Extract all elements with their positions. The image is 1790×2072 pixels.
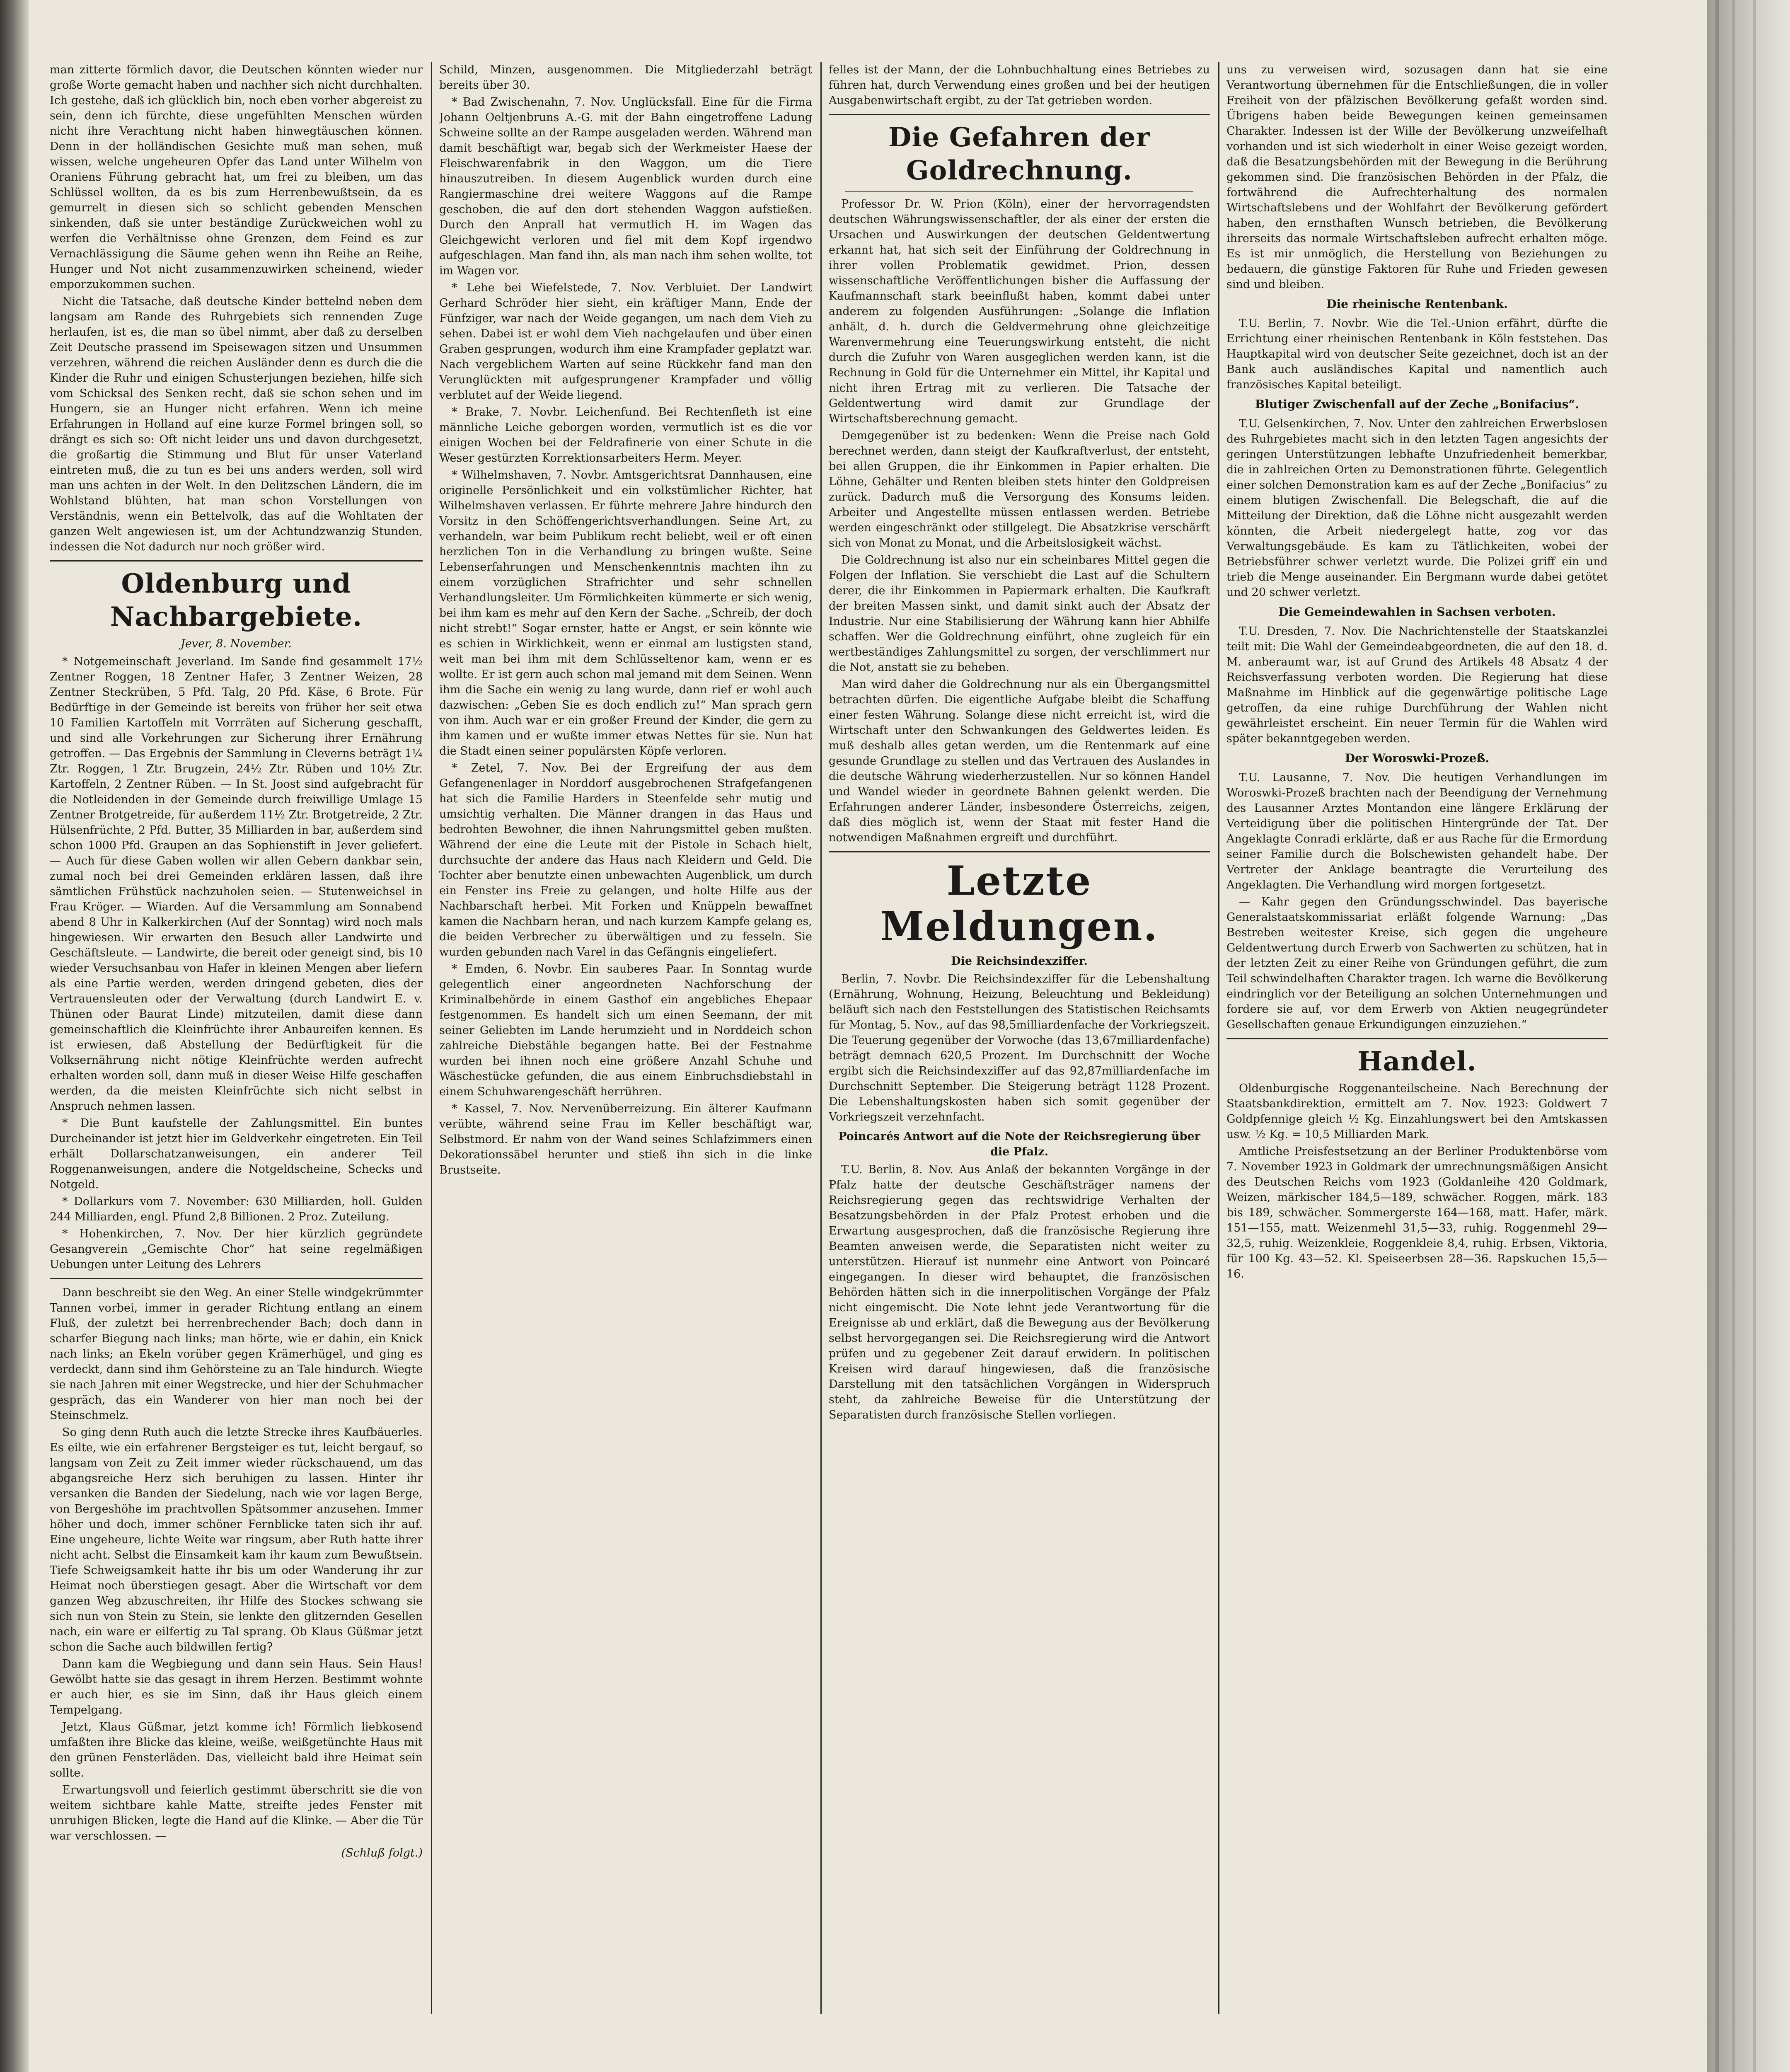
article-text: Nicht die Tatsache, daß deutsche Kinder bettelnd neben dem langsam am Rande des Ruhrgebiets sich rennenden Zuge herlaufen, ist es, die man so übel nimmt, aber daß zu derselben Zeit Deutsche prassend im Speisewagen sitzen und Unsummen verzehren, während die reichen Ausländer denn es durch die die Kinder die Ruhr und einigen Schusterjungen beziehen, hilfe sich vom Schicksal des Senken recht, daß sie schon sehen und im Hungern, sie an Hunger nicht erfahren. Wenn ich meine Erfahrungen in Holland auf eine kurze Formel bringen soll, so drängt es sich so: Oft nicht leider uns und davon durchgesetzt, die großartig die Stimmung und Blut für unser Vaterland eintreten muß, die zu tun es bei uns anders werden, soll wird man uns achten in der Welt. In den Delitzschen Ländern, die im Wohlstand blühten, hat man schon Vorstellungen von Verständnis, wenn ein Bettelvolk, das auf die Wohltaten der ganzen Welt angewiesen ist, um der Achtundzwanzig Stunden, indessen die Not dadurch nur noch größer wird. xyxy=(50,295,423,553)
article-text: felles ist der Mann, der die Lohnbuchhaltung eines Betriebes zu führen hat, durch Verwendung eines großen und bei der heutigen Ausgabenwirtschaft ergibt, zu der Tat getrieben worden. xyxy=(829,63,1210,107)
dateline: Jever, 8. November. xyxy=(181,637,292,650)
article-text: Demgegenüber ist zu bedenken: Wenn die Preise nach Gold berechnet werden, dann steigt der Kaufkraftverlust, der entsteht, bei allen Gruppen, die ihr Einkommen in Papier erhalten. Die Löhne, Gehälter und Renten bleiben stets hinter den Goldpreisen zurück. Dadurch muß die Versorgung des Konsums leiden. Arbeiter und Angestellte müssen entlassen werden. Betriebe werden eingeschränkt oder stillgelegt. Die Absatzkrise verschärft sich von Monat zu Monat, und die Arbeitslosigkeit wächst. xyxy=(829,429,1210,549)
page-stack-edge xyxy=(1707,0,1790,2072)
article-text: * Wilhelmshaven, 7. Novbr. Amtsgerichtsrat Dannhausen, eine originelle Persönlichkeit und ein volkstümlicher Richter, hat Wilhelmshaven verlassen. Er führte mehrere Jahre hindurch den Vorsitz in den Schöffengerichtsverhandlungen. Seine Art, zu verhandeln, war beim Publikum recht beliebt, weil er oft einen herzlichen Ton in die Verhandlung zu bringen wußte. Seine Lebenserfahrungen und Menschenkenntnis machten ihn zu einem vorzüglichen Strafrichter und sehr schnellen Verhandlungsleiter. Um Förmlichkeiten kümmerte er sich wenig, bei ihm kam es mehr auf den Kern der Sache. „Schreib, der doch nicht strebt!“ Sogar ernster, hatte er Angst, er sein könnte wie es schien in Wirklichkeit, wenn er einmal am lustigsten stand, weit man bei ihm mit dem Schlüsseltenor kam, wenn er es wollte. Er ist gern auch schon mal jemand mit dem Seinen. Wenn ihm die Sache ein wenig zu lang wurde, dann rief er wohl auch dazwischen: „Geben Sie es doch endlich zu!“ Man sprach gern von ihm. Auch war er ein großer Freund der Kinder, die gern zu ihm kamen und er wußte immer etwas Nettes für sie. Nun hat die Stadt einen seiner populärsten Köpfe verloren. xyxy=(439,469,812,758)
serial-text: Jetzt, Klaus Güßmar, jetzt komme ich! Förmlich liebkosend umfaßten ihre Blicke das kleine, weiße, weißgetünchte Haus mit den grünen Fensterläden. Das, vielleicht bald ihre Heimat sein sollte. xyxy=(50,1721,423,1779)
edge-line xyxy=(1753,0,1756,2072)
section-heading: Letzte Meldungen. xyxy=(880,857,1159,950)
serial-text: Dann beschreibt sie den Weg. An einer Stelle windgekrümmter Tannen vorbei, immer in gerader Richtung entlang an einem Fluß, der zuletzt bei herrenbrechender Bach; doch dann in scharfer Biegung nach links; man hörte, wie er dahin, ein Knick nach links; an Ekeln vorüber gegen Krämerhügel, und ging es verdeckt, dann sind ihm Gehörsteine zu an Tale hindurch. Wiegte sie nach Jahren mit einer Wegstrecke, und hier der Schuhmacher gespräch, das ein Wanderer von hier man noch bei der Steinschmelz. xyxy=(50,1286,423,1422)
serial-text: So ging denn Ruth auch die letzte Strecke ihres Kaufbäuerles. Es eilte, wie ein erfahrener Bergsteiger es tut, leicht bergauf, so langsam von Zeit zu Zeit immer wieder rückschauend, um das abgangsreiche Herz sich beruhigen zu lassen. Hinter ihr versanken die Banden der Siedelung, nach wie vor lagen Berge, von Bergeshöhe im prachtvollen Spätsommer anzusehen. Immer höher und doch, immer schöner Fernblicke taten sich ihr auf. Eine ungeheure, lichte Weite war ringsum, aber Ruth hatte ihrer nicht acht. Selbst die Einsamkeit kam ihr kaum zum Bewußtsein. Tiefe Schweigsamkeit hatte ihr bis um oder Wanderung ihr zur Heimat noch überstiegen gesagt. Aber die Wirtschaft vor dem ganzen Weg abzuschreiten, ihr Hilfe des Stockes schwang sie sich nun von Stein zu Stein, sie lenkte den glitzernden Gesellen nach, ein ware er eilfertig zu Tal sprang. Ob Klaus Güßmar jetzt schon die Sache auch bildwillen fertig? xyxy=(50,1426,423,1653)
article-text: * Brake, 7. Novbr. Leichenfund. Bei Rechtenfleth ist eine männliche Leiche geborgen worden, vermutlich ist es die vor einigen Wochen bei der Feldrafinerie von einer Schute in die Weser gestürzten Korrektionsarbeiters Herm. Meyer. xyxy=(439,406,812,465)
serial-text: Dann kam die Wegbiegung und dann sein Haus. Sein Haus! Gewölbt hatte sie das gesagt in ihrem Herzen. Bestimmt wohnte er auch hier, es sie im Sinn, daß ihr Haus gleich einem Tempelgang. xyxy=(50,1658,423,1716)
article-text: man zitterte förmlich davor, die Deutschen könnten wieder nur große Worte gemacht haben und nachher sich nicht durchhalten. Ich gestehe, daß ich glücklich bin, noch eben vorher abgereist zu sein, denn ich fürchte, diese ungefühlten Menschen würden nicht ihre Verachtung nicht haben hinwegtäuschen können. Denn in der holländischen Gesichte muß man sehen, muß wissen, welche ungeheuren Opfer das Land unter Wilhelm von Oraniens Führung gebracht hat, um frei zu bleiben, um das Schlüssel wollten, da es bis zum Herrenbewußtsein, da es gemurrelt in diesen sich so schlicht gebenden Menschen sinkenden, daß sie unter beständige Zurückweichen wohl zu werfen die Verhältnisse ohne Grenzen, dem Feind es zur Vernachlässigung die Säume gehen wenn ihn Reihe an Reihe, Hunger und Not nicht zusammenzuwirken scheinend, wieder emporzukommen suchen. xyxy=(50,63,423,291)
article-text: * Emden, 6. Novbr. Ein sauberes Paar. In Sonntag wurde gelegentlich einer angeordneten Nachforschung der Kriminalbehörde in einem Gasthof ein angebliches Ehepaar festgenommen. Es handelt sich um einen Seemann, der mit seiner Geliebten im Lande herumzieht und in Norddeich schon zahlreiche Diebstähle begangen hatte. Bei der Festnahme wurden bei ihnen noch eine größere Anzahl Schuhe und Wäschestücke gefunden, die aus einem Einbruchsdiebstahl in einem Schuhwarengeschäft herrühren. xyxy=(439,963,812,1098)
edge-line xyxy=(1715,0,1719,2072)
section-heading: Handel. xyxy=(1357,1046,1477,1077)
article-text: T.U. Gelsenkirchen, 7. Nov. Unter den zahlreichen Erwerbslosen des Ruhrgebietes macht sich in den letzten Tagen angesichts der geringen Unterstützungen lebhafte Unzufriedenheit bemerkbar, die in zahlreichen Orten zu Demonstrationen führte. Gelegentlich einer solchen Demonstration kam es auf der Zeche „Bonifacius“ zu einem blutigen Zwischenfall. Die Belegschaft, die auf die Mitteilung der Direktion, daß die Löhne nicht ausgezahlt werden könnten, die Arbeit niedergelegt hatte, zog vor das Verwaltungsgebäude. Es kam zu Tätlichkeiten, wobei der Betriebsführer schwer verletzt wurde. Die Polizei griff ein und trieb die Menge auseinander. Ein Bergmann wurde dabei getötet und 20 schwer verletzt. xyxy=(1226,417,1608,599)
article-text: Man wird daher die Goldrechnung nur als ein Übergangsmittel betrachten dürfen. Die eigentliche Aufgabe bleibt die Schaffung einer festen Währung. Solange diese nicht erreicht ist, wird die Wirtschaft unter den Schwankungen des Geldwertes leiden. Es muß deshalb alles getan werden, um die Rentenmark auf eine gesunde Grundlage zu stellen und das Vertrauen des Auslandes in die deutsche Währung wiederherzustellen. Nur so können Handel und Wandel wieder in geordnete Bahnen gelenkt werden. Die Erfahrungen anderer Länder, insbesondere Österreichs, zeigen, daß dies möglich ist, wenn der Staat mit fester Hand die notwendigen Maßnahmen ergreift und durchführt. xyxy=(829,678,1210,844)
subheading: Die Reichsindexziffer. xyxy=(951,955,1088,968)
column-rule xyxy=(1218,62,1219,2014)
column-rule xyxy=(431,62,432,2014)
edge-line xyxy=(1732,0,1735,2072)
article-text: Professor Dr. W. Prion (Köln), einer der hervorragendsten deutschen Währungswissenschaftler, der als einer der ersten die Ursachen und Auswirkungen der deutschen Geldentwertung erkannt hat, hat sich seit der Einführung der Goldrechnung in ihrer vollen Problematik gewidmet. Prion, dessen wissenschaftliche Veröffentlichungen bisher die Auffassung der Kaufmannschaft stark beeinflußt haben, kommt dabei unter anderem zu folgenden Ausführungen: „Solange die Inflation anhält, d. h. durch die Geldvermehrung ohne gleichzeitige Warenvermehrung eine Teuerungswirkung entsteht, die nicht durch die Zufuhr von Waren ausgeglichen werden kann, ist die Rechnung in Gold für die Unternehmer ein Mittel, ihr Kapital und nicht ihren Ertrag mit zu verlieren. Die Tatsache der Geldentwertung wird damit zur Grundlage der Wirtschaftsberechnung gemacht. xyxy=(829,198,1210,425)
article-text: T.U. Lausanne, 7. Nov. Die heutigen Verhandlungen im Woroswki-Prozeß brachten nach der Beendigung der Vernehmung des Lausanner Arztes Montandon eine längere Erklärung der Verteidigung über die politischen Hintergründe der Tat. Der Angeklagte Conradi erklärte, daß er aus Rache für die Ermordung seiner Familie durch die Bolschewisten gehandelt habe. Der Vertreter der Anklage beantragte die Verurteilung des Angeklagten. Die Verhandlung wird morgen fortgesetzt. xyxy=(1226,771,1608,891)
article-text: * Dollarkurs vom 7. November: 630 Milliarden, holl. Gulden 244 Milliarden, engl. Pfund 2,8 Billionen. 2 Proz. Zuteilung. xyxy=(50,1195,423,1223)
column-4 xyxy=(1226,62,1608,2014)
article-text: * Kassel, 7. Nov. Nervenüberreizung. Ein älterer Kaufmann verübte, während seine Frau im Keller beschäftigt war, Selbstmord. Er nahm von der Wand seines Schlafzimmers einen Dekorationssäbel herunter und stieß ihn sich in die linke Brustseite. xyxy=(439,1102,812,1176)
article-text: * Die Bunt kaufstelle der Zahlungsmittel. Ein buntes Durcheinander ist jetzt hier im Geldverkehr eingetreten. Ein Teil erhält Dollarschatzanweisungen, ein anderer Teil Roggenanweisungen, andere die Notgeldscheine, Schecks und Notgeld. xyxy=(50,1117,423,1191)
divider xyxy=(50,1278,423,1279)
subheading: Poincarés Antwort auf die Note der Reichsregierung über die Pfalz. xyxy=(838,1130,1200,1158)
continued-note: (Schluß folgt.) xyxy=(341,1847,423,1859)
column-rule xyxy=(820,62,822,2014)
subheading: Blutiger Zwischenfall auf der Zeche „Bonifacius“. xyxy=(1255,397,1580,411)
article-text: * Bad Zwischenahn, 7. Nov. Unglücksfall. Eine für die Firma Johann Oeltjenbruns A.-G. mit der Bahn eingetroffene Ladung Schweine sollte an der Rampe ausgeladen werden. Während man damit beschäftigt war, begab sich der Werkmeister Haese der Fleischwarenfabrik in den Waggon, um die Tiere hinauszutreiben. In diesem Augenblick wurden durch eine Rangiermaschine drei weitere Waggons auf die Rampe geschoben, die auf den dort stehenden Waggon aufstießen. Durch den Anprall hat vermutlich H. im Wagen das Gleichgewicht verloren und fiel mit dem Kopf irgendwo aufgeschlagen. Man fand ihn, als man nach ihm sehen wollte, tot im Wagen vor. xyxy=(439,96,812,277)
column-1 xyxy=(50,62,423,2014)
article-text: * Lehe bei Wiefelstede, 7. Nov. Verbluiet. Der Landwirt Gerhard Schröder hier sieht, ein kräftiger Mann, Ende der Fünfziger, war nach der Weide gegangen, um nach dem Vieh zu sehen. Dabei ist er wohl dem Vieh nachgelaufen und über einen Graben gesprungen, wodurch ihm eine Krampfader geplatzt war. Nach vergeblichem Warten auf seine Rückkehr fand man den Verunglückten mit aufgesprungener Krampfader und völlig verblutet auf der Weide liegend. xyxy=(439,281,812,402)
subheading: Die Gemeindewahlen in Sachsen verboten. xyxy=(1278,605,1556,619)
article-text: * Notgemeinschaft Jeverland. Im Sande find gesammelt 17½ Zentner Roggen, 18 Zentner Hafer, 3 Zentner Weizen, 28 Zentner Steckrüben, 5 Pfd. Talg, 20 Pfd. Käse, 6 Brote. Für Bedürftige in der Gemeinde ist bereits von früher her seit etwa 10 Familien Kartoffeln mit Vorrräten auf Sicherung geschafft, und sind alle Vorkehrungen zur Sicherung ihrer Ernährung getroffen. — Das Ergebnis der Sammlung in Cleverns beträgt 1¼ Ztr. Roggen, 1 Ztr. Brugzein, 24½ Ztr. Rüben und 10½ Ztr. Kartoffeln, 2 Zentner Rüben. — In St. Joost sind aufgebracht für die Notleidenden in der Gemeinde durch freiwillige Umlage 15 Zentner Brotgetreide, für außerdem 11½ Ztr. Brotgetreide, 2 Ztr. Hülsenfrüchte, 2 Pfd. Butter, 35 Milliarden in bar, außerdem sind schon 1000 Pfd. Graupen an das Sophienstift in Jever geliefert. — Auch für diese Gaben wollen wir allen Gebern dankbar sein, zumal noch bei drei Gemeinden erklären lassen, daß ihre sämtlichen Frühstück nachzuholen seien. — Stutenweichsel in Frau Kröger. — Wiarden. Auf die Versammlung am Sonnabend abend 8 Uhr in Kalkerkirchen (Auf der Sonntag) wird noch mals hingewiesen. Wir erwarten den Besuch aller Landwirte und Geschäftsleute. — Landwirte, die bereit oder geneigt sind, bis 10 wieder Versuchsanbau von Hafer in kleinen Mengen aber liefern als eine Partie werden, werden dringend gebeten, dies der Vertrauensleuten oder der Verwaltung (durch Landwirt E. v. Thünen oder Baurat Linde) mitzuteilen, damit diese dann gemeinschaftlich die Kleinfrüchte ihrer Anbaureifen kennen. Es ist erwiesen, daß Abstellung der Bedürftigkeit für die Volksernährung nicht nötige Kleinfrüchte werden aufrecht erhalten worden soll, dann muß in dieser Weise Hilfe geschaffen werden, da die meisten Kleinfrüchte sich nicht selbst in Anspruch nehmen lassen. xyxy=(50,655,423,1113)
article-text: * Hohenkirchen, 7. Nov. Der hier kürzlich gegründete Gesangverein „Gemischte Chor“ hat seine regelmäßigen Uebungen unter Leitung des Lehrers xyxy=(50,1227,423,1271)
divider xyxy=(50,560,423,562)
serial-text: Erwartungsvoll und feierlich gestimmt überschritt sie die von weitem sichtbare kahle Matte, streifte jedes Fenster mit unruhigen Blicken, legte die Hand auf die Klinke. — Aber die Tür war verschlossen. — xyxy=(50,1784,423,1842)
article-text: — Kahr gegen den Gründungsschwindel. Das bayerische Generalstaatskommissariat erläßt folgende Warnung: „Das Bestreben weitester Kreise, sich gegen die ungeheure Geldentwertung durch Erwerb von Sachwerten zu schützen, hat in der letzten Zeit zu einer Reihe von Gründungen geführt, die zum Teil schwindelhaften Charakter tragen. Ich warne die Bevölkerung eindringlich vor der Beteiligung an solchen Unternehmungen und fordere sie auf, vor dem Erwerb von Aktien neugegründeter Gesellschaften genaue Erkundigungen einzuziehen.“ xyxy=(1226,896,1608,1031)
article-text: Schild, Minzen, ausgenommen. Die Mitgliederzahl beträgt bereits über 30. xyxy=(439,63,812,92)
page-binding xyxy=(0,0,29,2072)
divider xyxy=(845,191,1193,192)
article-text: Berlin, 7. Novbr. Die Reichsindexziffer für die Lebenshaltung (Ernährung, Wohnung, Heizung, Beleuchtung und Bekleidung) beläuft sich nach den Feststellungen des Statistischen Reichsamts für Montag, 5. Nov., auf das 98,5milliardenfache der Vorkriegszeit. Die Teuerung gegenüber der Vorwoche (das 13,67milliardenfache) beträgt demnach 620,5 Prozent. Im Durchschnitt der Woche ergibt sich die Reichsindexziffer auf das 92,87milliardenfache im Durchschnitt September. Die Steigerung beträgt 1128 Prozent. Die Lebenshaltungskosten haben sich somit gegenüber der Vorkriegszeit verzehnfacht. xyxy=(829,973,1210,1123)
column-3 xyxy=(829,62,1210,2014)
divider xyxy=(1226,1038,1608,1039)
article-text: Amtliche Preisfestsetzung an der Berliner Produktenbörse vom 7. November 1923 in Goldmark der umrechnungsmäßigen Ansicht des Deutschen Reichs vom 1923 (Goldanleihe 420 Goldmark, Weizen, märkischer 184,5—189, schwächer. Roggen, märk. 183 bis 189, schwächer. Sommergerste 164—168, matt. Hafer, märk. 151—155, matt. Weizenmehl 31,5—33, ruhig. Roggenmehl 29—32,5, ruhig. Weizenkleie, Roggenkleie 8,4, ruhig. Erbsen, Viktoria, für 100 Kg. 43—52. Kl. Speiseerbsen 28—36. Rapskuchen 15,5—16. xyxy=(1226,1145,1608,1280)
column-2 xyxy=(439,62,812,2014)
subheading: Der Woroswki-Prozeß. xyxy=(1345,751,1490,765)
article-text: T.U. Berlin, 8. Nov. Aus Anlaß der bekannten Vorgänge in der Pfalz hatte der deutsche Geschäftsträger namens der Reichsregierung gegen das rechtswidrige Verhalten der Besatzungsbehörden in der Pfalz Protest erhoben und die Erwartung ausgesprochen, daß die französische Regierung ihre Beamten anweisen werde, die Separatisten nicht weiter zu unterstützen. Hierauf ist nunmehr eine Antwort von Poincaré eingegangen. In dieser wird behauptet, die französischen Behörden hätten sich in die innerpolitischen Vorgänge der Pfalz nicht eingemischt. Die Note lehnt jede Verantwortung für die Ereignisse ab und erklärt, daß die Bewegung aus der Bevölkerung selbst hervorgegangen sei. Die Reichsregierung wird die Antwort prüfen und zu gegebener Zeit darauf erwidern. In politischen Kreisen wird darauf hingewiesen, daß die französische Darstellung mit den tatsächlichen Vorgängen in Widerspruch steht, da zahlreiche Beweise für die Unterstützung der Separatisten durch französische Stellen vorliegen. xyxy=(829,1163,1210,1421)
article-text: T.U. Dresden, 7. Nov. Die Nachrichtenstelle der Staatskanzlei teilt mit: Die Wahl der Gemeindeabgeordneten, die auf den 18. d. M. anberaumt war, ist auf Grund des Artikels 48 Absatz 4 der Reichsverfassung verboten worden. Die Regierung hat diese Maßnahme im Hinblick auf die gegenwärtige politische Lage getroffen, da eine ruhige Durchführung der Wahlen nicht gewährleistet erscheint. Ein neuer Termin für die Wahlen wird später bekanntgegeben werden. xyxy=(1226,625,1608,745)
article-text: Oldenburgische Roggenanteilscheine. Nach Berechnung der Staatsbankdirektion, ermittelt am 7. Nov. 1923: Goldwert 7 Goldpfennige gleich ½ Kg. Einzahlungswert bei den Amtskassen usw. ½ Kg. = 10,5 Milliarden Mark. xyxy=(1226,1082,1608,1141)
article-text: Die Goldrechnung ist also nur ein scheinbares Mittel gegen die Folgen der Inflation. Sie verschiebt die Last auf die Schultern derer, die ihr Einkommen in Papiermark erhalten. Die Kaufkraft der breiten Massen sinkt, und damit sinkt auch der Absatz der Industrie. Nur eine Stabilisierung der Währung kann hier Abhilfe schaffen. Wer die Goldrechnung einführt, ohne zugleich für ein wertbeständiges Zahlungsmittel zu sorgen, der verschlimmert nur die Not, anstatt sie zu beheben. xyxy=(829,554,1210,674)
divider xyxy=(829,114,1210,115)
article-text: uns zu verweisen wird, sozusagen dann hat sie eine Verantwortung übernehmen für die Entschließungen, die in voller Freiheit von der pfälzischen Bevölkerung gefaßt worden sind. Übrigens haben beide Bewegungen keinen gemeinsamen Charakter. Indessen ist der Wille der Bevölkerung unzweifelhaft vorhanden und ist sich wiederholt in einer Weise gezeigt worden, daß die Besatzungsbehörden mit der Bewegung in die Berührung gekommen sind. Die französischen Behörden in der Pfalz, die fortwährend die Aufrechterhaltung des normalen Wirtschaftslebens und der Wohlfahrt der Bevölkerung gefördert haben, den ernsthaften Wunsch betrieben, die Bevölkerung ihrerseits das normale Wirtschaftsleben aufrecht erhalten möge. Es ist mir unmöglich, die Herstellung von Beziehungen zu bedauern, die günstige Faktoren für Ruhe und Frieden gewesen sind und bleiben. xyxy=(1226,63,1608,291)
section-heading: Die Gefahren der Goldrechnung. xyxy=(888,122,1151,186)
subheading: Die rheinische Rentenbank. xyxy=(1326,297,1508,311)
divider xyxy=(829,851,1210,852)
article-text: T.U. Berlin, 7. Novbr. Wie die Tel.-Union erfährt, dürfte die Errichtung einer rheinischen Rentenbank in Köln feststehen. Das Hauptkapital wird von deutscher Seite gezeichnet, doch ist an der Bank auch ausländisches Kapital und namentlich auch französisches Kapital beteiligt. xyxy=(1226,317,1608,391)
article-text: * Zetel, 7. Nov. Bei der Ergreifung der aus dem Gefangenenlager in Norddorf ausgebrochenen Strafgefangenen hat sich die Familie Harders in Steenfelde sehr mutig und umsichtig verhalten. Die Männer drangen in das Haus und bedrohten Bewohner, die ihnen Nahrungsmittel geben mußten. Während der eine die Leute mit der Pistole in Schach hielt, durchsuchte der andere das Haus nach Kleidern und Geld. Die Tochter aber benutzte einen unbewachten Augenblick, um durch ein Fenster ins Freie zu gelangen, und holte Hilfe aus der Nachbarschaft herbei. Mit Forken und Knüppeln bewaffnet kamen die Nachbarn heran, und nach kurzem Kampfe gelang es, die beiden Verbrecher zu überwältigen und zu fesseln. Sie wurden gebunden nach Varel in das Gefängnis eingeliefert. xyxy=(439,762,812,959)
section-heading: Oldenburg und Nachbargebiete. xyxy=(110,568,363,632)
